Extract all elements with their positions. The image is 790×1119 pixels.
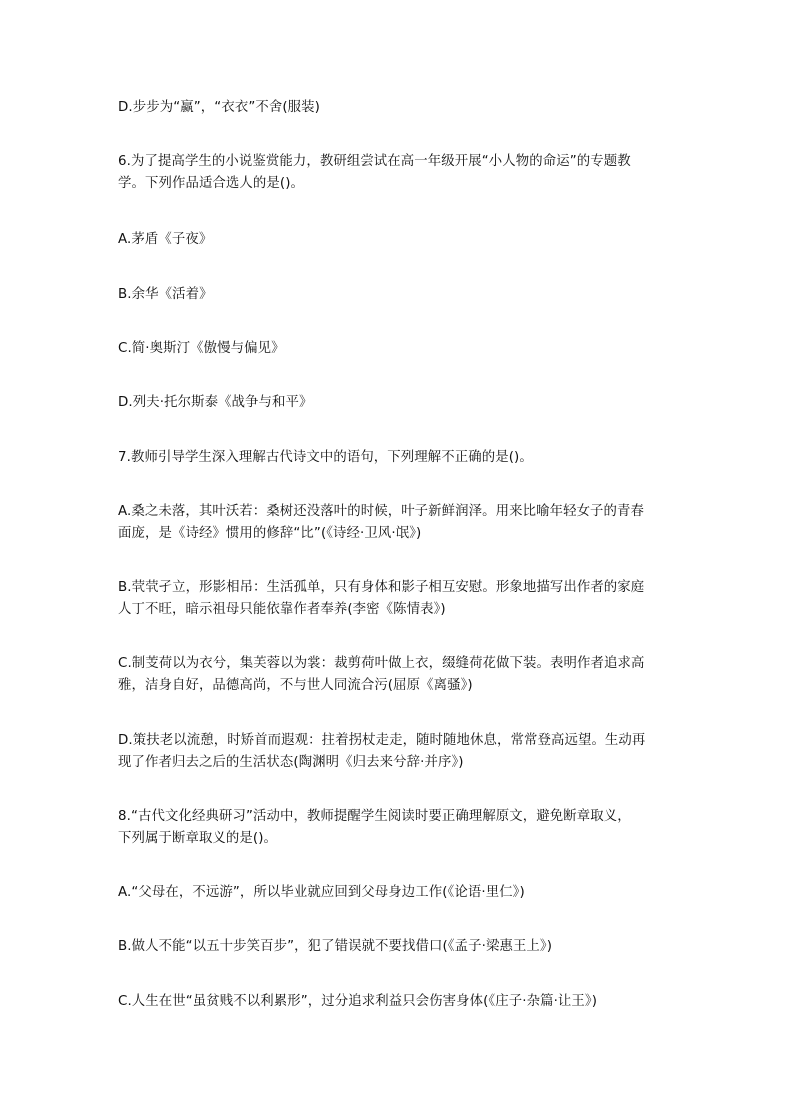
q8-option-c: C.人生在世“虽贫贱不以利累形”，过分追求利益只会伤害身体(《庄子·杂篇·让王》) bbox=[118, 994, 598, 1009]
q7-option-a-line1: A.桑之未落，其叶沃若：桑树还没落叶的时候，叶子新鲜润泽。用来比喻年轻女子的青春 bbox=[118, 504, 645, 519]
q7-option-a-line2: 面庞，是《诗经》惯用的修辞“比”(《诗经·卫风·氓》) bbox=[118, 526, 422, 541]
q8-stem-line1: 8.“古代文化经典研习”活动中，教师提醒学生阅读时要正确理解原文，避免断章取义， bbox=[118, 809, 631, 824]
q6-option-d: D.列夫·托尔斯泰《战争与和平》 bbox=[118, 395, 313, 410]
q7-option-b-line1: B.茕茕孑立，形影相吊：生活孤单，只有身体和影子相互安慰。形象地描写出作者的家庭 bbox=[118, 580, 645, 595]
q6-option-b: B.余华《活着》 bbox=[118, 287, 213, 302]
q7-option-c-line1: C.制芰荷以为衣兮，集芙蓉以为裳：裁剪荷叶做上衣，缀缝荷花做下装。表明作者追求高 bbox=[118, 656, 645, 671]
q5-option-d: D.步步为“赢”，“衣衣”不舍(服装) bbox=[118, 100, 320, 115]
q7-stem: 7.教师引导学生深入理解古代诗文中的语句，下列理解不正确的是()。 bbox=[118, 450, 533, 465]
q7-option-d-line1: D.策扶老以流憩，时矫首而遐观：拄着拐杖走走，随时随地休息，常常登高远望。生动再 bbox=[118, 733, 646, 748]
q7-option-d-line2: 现了作者归去之后的生活状态(陶渊明《归去来兮辞·并序》) bbox=[118, 755, 464, 770]
q8-option-a: A.“父母在，不远游”，所以毕业就应回到父母身边工作(《论语·里仁》) bbox=[118, 885, 525, 900]
q6-option-c: C.简·奥斯汀《傲慢与偏见》 bbox=[118, 341, 285, 356]
q6-stem-line1: 6.为了提高学生的小说鉴赏能力，教研组尝试在高一年级开展“小人物的命运”的专题教 bbox=[118, 154, 631, 169]
q6-option-a: A.茅盾《子夜》 bbox=[118, 232, 213, 247]
q8-option-b: B.做人不能“以五十步笑百步”，犯了错误就不要找借口(《孟子·梁惠王上》) bbox=[118, 939, 553, 954]
q7-option-c-line2: 雅，洁身自好，品德高尚，不与世人同流合污(屈原《离骚》) bbox=[118, 678, 473, 693]
q8-stem-line2: 下列属于断章取义的是()。 bbox=[118, 831, 278, 846]
q7-option-b-line2: 人丁不旺，暗示祖母只能依靠作者奉养(李密《陈情表》) bbox=[118, 602, 446, 617]
q6-stem-line2: 学。下列作品适合选人的是()。 bbox=[118, 176, 305, 191]
